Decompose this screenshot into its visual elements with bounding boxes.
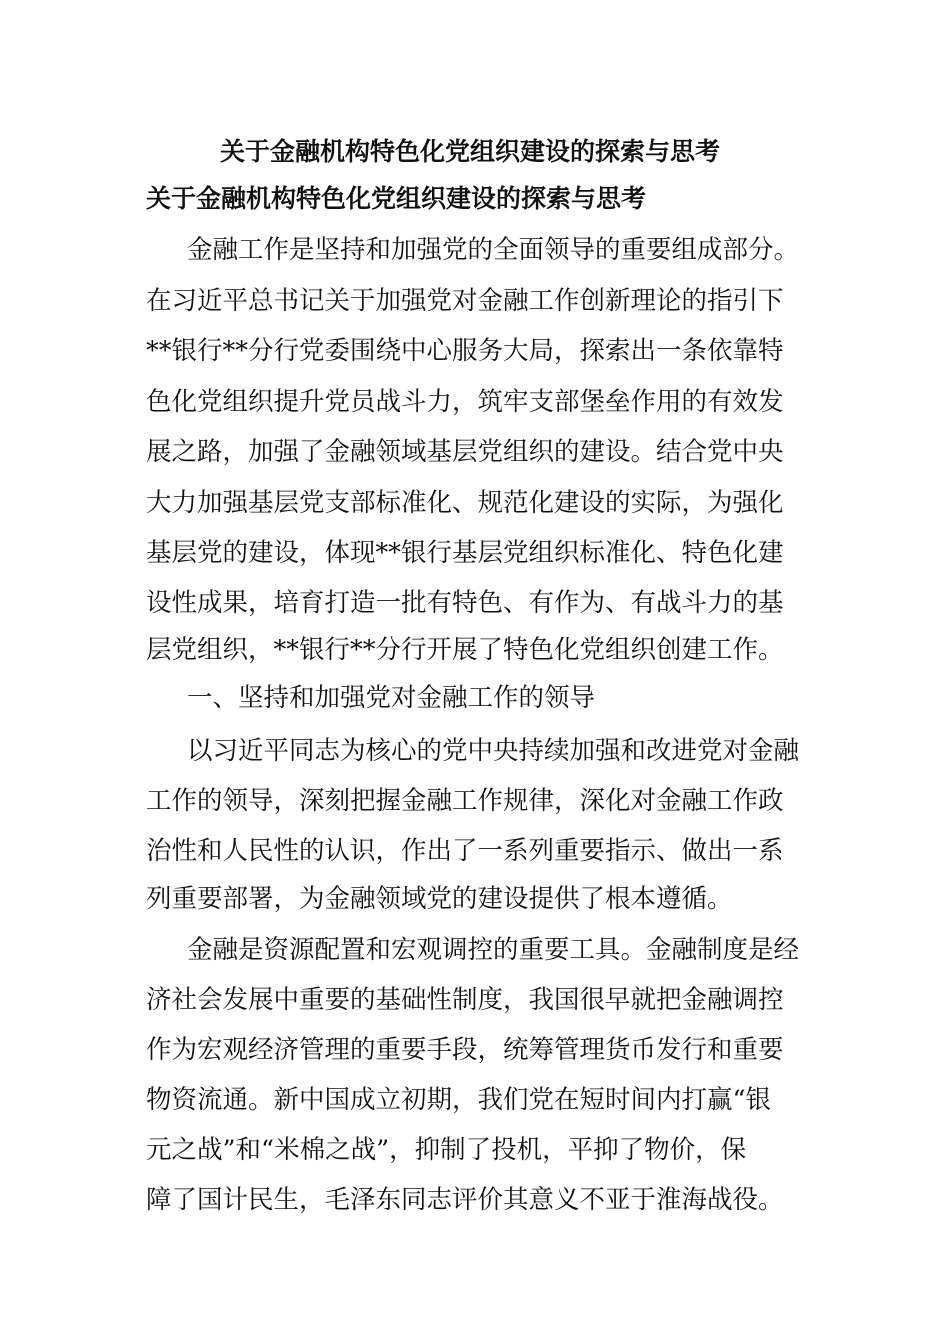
document-subtitle: 关于金融机构特色化党组织建设的探索与思考 <box>146 184 647 213</box>
text-line: 作为宏观经济管理的重要手段，统筹管理货币发行和重要 <box>146 1035 784 1065</box>
text-line: 工作的领导，深刻把握金融工作规律，深化对金融工作政 <box>146 786 784 816</box>
document-title: 关于金融机构特色化党组织建设的探索与思考 <box>220 137 721 166</box>
text-line: 基层党的建设，体现**银行基层党组织标准化、特色化建 <box>146 538 784 568</box>
text-line: 治性和人民性的认识，作出了一系列重要指示、做出一系 <box>146 836 784 866</box>
text-line: 以习近平同志为核心的党中央持续加强和改进党对金融 <box>187 736 800 766</box>
text-line: 层党组织，**银行**分行开展了特色化党组织创建工作。 <box>146 635 784 665</box>
section-heading: 一、坚持和加强党对金融工作的领导 <box>187 683 596 713</box>
text-line: 设性成果，培育打造一批有特色、有作为、有战斗力的基 <box>146 588 784 618</box>
text-line: 物资流通。新中国成立初期，我们党在短时间内打赢“银 <box>146 1085 772 1115</box>
text-line: 列重要部署，为金融领域党的建设提供了根本遵循。 <box>146 884 733 914</box>
text-line: 展之路，加强了金融领域基层党组织的建设。结合党中央 <box>146 437 784 467</box>
text-line: 济社会发展中重要的基础性制度，我国很早就把金融调控 <box>146 985 784 1015</box>
text-line: **银行**分行党委围绕中心服务大局，探索出一条依靠特 <box>146 336 784 366</box>
text-line: 金融是资源配置和宏观调控的重要工具。金融制度是经 <box>187 935 800 965</box>
text-line: 在习近平总书记关于加强党对金融工作创新理论的指引下 <box>146 286 784 316</box>
text-line: 色化党组织提升党员战斗力，筑牢支部堡垒作用的有效发 <box>146 387 784 417</box>
text-line: 元之战”和“米棉之战”，抑制了投机，平抑了物价，保 <box>146 1135 747 1165</box>
text-line: 大力加强基层党支部标准化、规范化建设的实际，为强化 <box>146 488 784 518</box>
text-line: 金融工作是坚持和加强党的全面领导的重要组成部分。 <box>187 235 800 265</box>
text-line: 障了国计民生，毛泽东同志评价其意义不亚于淮海战役。 <box>146 1185 784 1215</box>
